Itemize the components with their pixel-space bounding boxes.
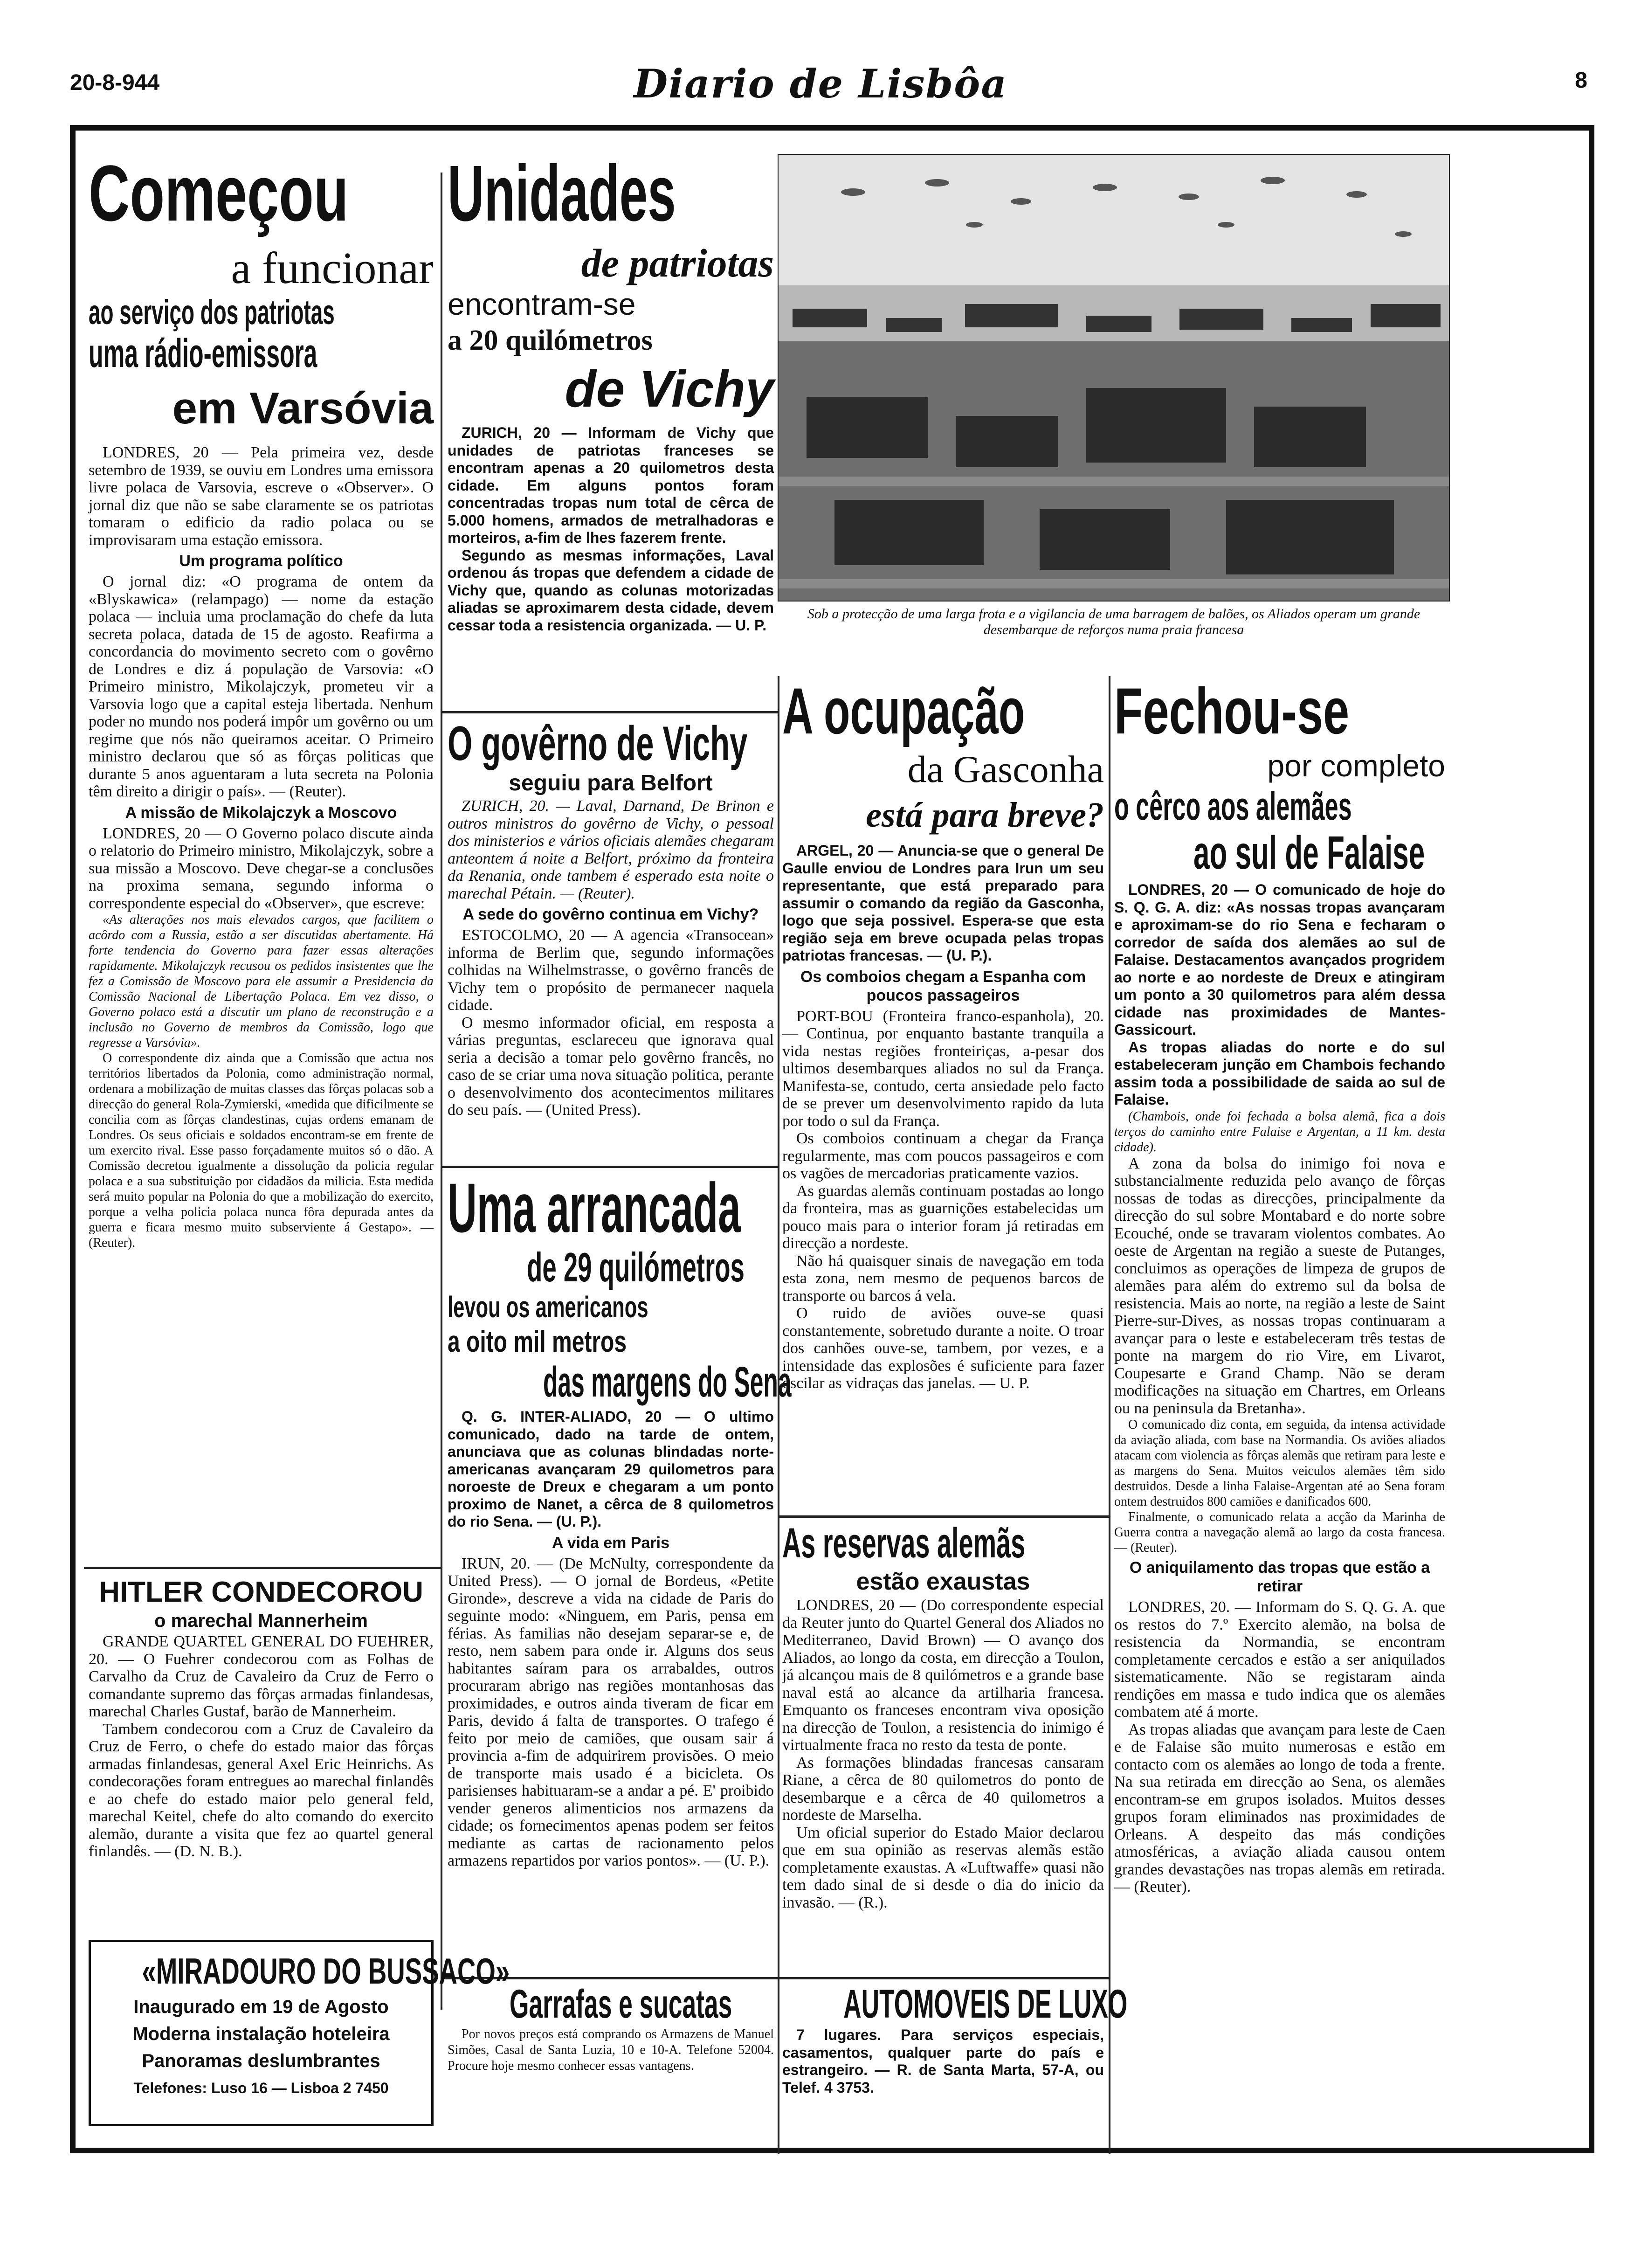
column-rule (441, 173, 442, 2010)
page-number: 8 (1575, 68, 1587, 93)
paragraph: LONDRES, 20 — (Do correspondente especial da Reuter junto do Quartel General dos Aliados no Mediterraneo, David Brown) — O avanço dos Aliados, ao longo da costa, em direcção a Toulon, já alcançou mais de 8 quilómetros e a grande base naval está ao alcance da artilharia francesa. Emquanto os franceses encontram viva oposição na direcção de Toulon, a resistencia do inimigo é virtualmente fraca no resto da testa de ponte. (782, 1597, 1104, 1754)
section-rule (441, 711, 778, 713)
section-rule (778, 1515, 1109, 1518)
headline-deck: a funcionar (231, 243, 434, 293)
headline-deck: de Vichy (565, 360, 774, 418)
headline-deck: o cêrco aos alemães (1114, 784, 1352, 828)
subheading: o marechal Mannerheim (154, 1611, 368, 1631)
paragraph: As tropas aliadas que avançam para leste de Caen e de Falaise são muito numerosas e estão em contacto com os alemães ao longo de toda a frente. Na sua retirada em direcção ao Sena, os alemães encontram-se em grupos isolados. Muitos desses grupos foram eliminados nas proximidades de Orleans. A despeito das más condições atmosféricas, a aviação aliada causou ontem grandes devastações nas tropas alemãs em retirada. — (Reuter). (1114, 1721, 1445, 1895)
paragraph: ARGEL, 20 — Anuncia-se que o general De Gaulle enviou de Londres para Irun um seu representante, que está preparado para assumir o comando da região da Gasconha, logo que seja possivel. Espera-se que esta região seja em breve ocupada pelas tropas patriotas francesas. — (U. P.). (782, 842, 1104, 964)
headline: Começou (89, 149, 349, 238)
headline-deck: das margens do Sena (543, 1358, 792, 1406)
column-rule (1109, 676, 1110, 2154)
paragraph: Segundo as mesmas informações, Laval ordenou ás tropas que defendem a cidade de Vichy que, quando as colunas motorizadas aliadas se aproximarem desta cidade, devem cessar toda a resistencia organizada. — U. P. (448, 546, 774, 634)
headline: A ocupação (782, 674, 1025, 747)
paragraph: Um oficial superior do Estado Maior declarou que em sua opinião as reservas alemãs estão completamente exaustas. A «Luftwaffe» quasi não tem dado sinal de si desde o dia do inicio da invasão. — (R.). (782, 1824, 1104, 1911)
article-body (782, 842, 1104, 1392)
photo-caption: Sob a protecção de uma larga frota e a vigilancia de uma barragem de balões, os Aliados operam um grande desembarque de reforços numa praia francesa (807, 606, 1420, 637)
headline: Fechou-se (1114, 674, 1350, 747)
article-body (1114, 881, 1445, 1896)
paragraph: ZURICH, 20 — Informam de Vichy que unidades de patriotas franceses se encontram apenas a 20 quilometros desta cidade. Em alguns pontos foram concentradas tropas num total de cêrca de 5.000 homens, armados de metralhadoras e morteiros, a-fim de lhes fazerem frente. (448, 424, 774, 546)
ad-garrafas (448, 1982, 774, 2074)
article-hitler (89, 1576, 434, 1860)
ad-headline: «MIRADOURO DO BUSSACO» (142, 1950, 510, 1991)
paragraph: O correspondente diz ainda que a Comissão que actua nos territórios libertados da Polonia, como administração normal, ordenara a mobilização de muitas classes das fôrças polacas sob a direcção do general Rola-Zymierski, «medida que dificilmente se concilia com as fôrças clandestinas, cujas ordens emanam de Londres. Os seus oficiais e soldados encontram-se em frente de um exercito rival. Esse passo forçadamente muitos só o dão. A Comissão decretou igualmente a dissolução da policia regular polaca e a sua substituição por cidadãos da milicia. Esta medida será muito popular na Polonia do que a mobilização do exercito, porque a velha policia polaca nunca fôra depurada antes da guerra e ficara mesmo muito subserviente á Gestapo». — (Reuter). (89, 1051, 434, 1250)
headline-deck: por completo (1267, 748, 1445, 783)
headline: O govêrno de Vichy (448, 717, 748, 771)
article-body (89, 444, 434, 1251)
paragraph: A zona da bolsa do inimigo foi nova e substancialmente reduzida pelo avanço de fôrças nossas de todas as direcções, principalmente da direcção do sul sobre Montabard e do norte sobre Ecouché, onde se travaram violentos combates. Ao oeste de Argentan na região a sueste de Putanges, concluimos as operações de limpeza de grupos de alemães para além do extremo sul da bolsa de resistencia. Mais ao norte, na região a leste de Saint Pierre-sur-Dives, as nossas tropas continuaram a avançar para o leste e estabeleceram três testas de ponte na margem do rio Vire, em Livarot, Coupesarte e Grand Champ. Não se deram modificações na situação em Chartres, em Orleans ou na peninsula da Bretanha». (1114, 1155, 1445, 1417)
section-rule (84, 1567, 441, 1569)
paragraph: LONDRES, 20. — Informam do S. Q. G. A. que os restos do 7.º Exercito alemão, na bolsa de resistencia da Normandia, se encontram completamente cercados e estão a ser aniquilados sistematicamente. Não se registaram ainda rendições em massa e tudo indica que os alemães combatem até á morte. (1114, 1598, 1445, 1721)
paragraph: LONDRES, 20 — O comunicado de hoje do S. Q. G. A. diz: «As nossas tropas avançaram e aproximam-se do rio Sena e fecharam o corredor de saída dos alemães ao sul de Falaise. Destacamentos avançados progridem ao norte e ao nordeste de Dreux e atingiram um ponto a 30 quilometros para além dessa cidade nas proximidades de Mantes-Gassicourt. (1114, 881, 1445, 1038)
ad-line: Telefones: Luso 16 — Lisboa 2 7450 (133, 2080, 389, 2096)
headline-deck: ao sul de Falaise (1193, 827, 1425, 879)
article-arrancada (448, 1169, 792, 1870)
headline-deck: em Varsóvia (172, 383, 434, 433)
paragraph: Tambem condecorou com a Cruz de Cavaleiro da Cruz de Ferro, o chefe do estado maior das fôrças armadas finlandesas, general Axel Eric Heinrichs. As condecorações foram entregues ao marechal finlandês e ao chefe do estado maior pelo general feld, marechal Keitel, chefe do alto comando do exercito alemão, durante a visita que fez ao quartel general finlandês. — (D. N. B.). (89, 1720, 434, 1860)
headline-deck: uma rádio-emissora (89, 331, 317, 376)
paragraph: Os comboios continuam a chegar da França regularmente, mas com poucos passageiros e com os vagões de mercadorias praticamente vazios. (782, 1130, 1104, 1182)
paragraph: O mesmo informador oficial, em resposta a várias preguntas, esclareceu que ignorava qual seria a decisão a tomar pelo govêrno francês, no caso de se criar uma nova situação politica, perante o desenvolvimento dos acontecimentos militares do seu país. — (United Press). (448, 1014, 774, 1119)
paragraph: Por novos preços está comprando os Armazens de Manuel Simões, Casal de Santa Luzia, 10 e 10-A. Telefone 52004. Procure hoje mesmo conhecer essas vantagens. (448, 2027, 774, 2073)
headline: HITLER CONDECOROU (99, 1576, 423, 1608)
headline-deck: da Gasconha (907, 748, 1104, 790)
paragraph: Não há quaisquer sinais de navegação em toda esta zona, nem mesmo de pequenos barcos de transporte ou barcos á vela. (782, 1252, 1104, 1305)
ad-text (782, 2026, 1104, 2096)
headline-deck: ao serviço dos patriotas (89, 293, 335, 332)
paragraph: Q. G. INTER-ALIADO, 20 — O ultimo comunicado, dado na tarde de ontem, anunciava que as colunas blindadas norte-americanas avançaram 29 quilometros para noroeste de Dreux e chegaram a um ponto proximo de Nanet, a cêrca de 8 quilometros do rio Sena. — (U. P.). (448, 1408, 774, 1530)
paragraph: 7 lugares. Para serviços especiais, casamentos, qualquer parte do país e estrangeiro. — R. de Santa Marta, 57-A, ou Telef. 4 3753. (782, 2026, 1104, 2096)
paragraph: ZURICH, 20. — Laval, Darnand, De Brinon e outros ministros do govêrno de Vichy, o pessoal dos ministerios e vários oficiais alemães chegaram anteontem á noite a Belfort, próximo da fronteira da Renania, onde tambem é esperado esta noite o marechal Pétain. — (Reuter). (448, 797, 774, 902)
article-body (448, 424, 774, 634)
article-body (782, 1597, 1104, 1911)
section-rule (778, 1977, 1109, 1979)
paragraph: PORT-BOU (Fronteira franco-espanhola), 20. — Continua, por enquanto bastante tranquila a vida nestas regiões fronteiriças, a-pesar dos ultimos desembarques aliados no sul da França. Manifesta-se, contudo, certa ansiedade pelo facto de se prever um desenvolvimento rapido da luta por todo o sul da França. (782, 1007, 1104, 1130)
headline-deck: a 20 quilómetros (448, 325, 653, 356)
article-body (448, 797, 774, 1119)
article-falaise (1114, 676, 1445, 1896)
subheading: Um programa político (179, 552, 343, 570)
section-rule (441, 1166, 778, 1168)
ad-line: Panoramas deslumbrantes (142, 2051, 380, 2071)
subheading: A missão de Mikolajczyk a Moscovo (125, 803, 397, 822)
paragraph: LONDRES, 20 — Pela primeira vez, desde setembro de 1939, se ouviu em Londres uma emissora livre polaca de Varsovia, escreve o «Observer». O jornal diz que não se sabe claramente se os patriotas tomaram o edificio da radio polaca ou se improvisaram uma estação emissora. (89, 444, 434, 549)
headline: Uma arrancada (448, 1169, 741, 1247)
headline-deck: de 29 quilómetros (527, 1244, 745, 1290)
headline: As reservas alemãs (782, 1520, 1026, 1567)
paragraph: «As alterações nos mais elevados cargos, que facilitem o acôrdo com a Russia, estão a ser discutidas abertamente. Há forte tendencia do Governo para fazer essas alterações rapidamente. Mikolajczyk recusou os pedidos insistentes que lhe fez a Comissão de Moscovo para ele assumir a Presidencia da Comissão Nacional de Libertação Polaca. Em vez disso, o Governo polaco está a discutir um plano de reconstrução e a inclusão no Governo de membros da Comissão, logo que regresse a Varsóvia». (89, 913, 434, 1050)
headline-deck: estão exaustas (856, 1568, 1030, 1595)
ad-line: Moderna instalação hoteleira (132, 2024, 390, 2044)
article-vichy (448, 149, 774, 634)
article-gasconha (782, 676, 1104, 1392)
paragraph: Finalmente, o comunicado relata a acção da Marinha de Guerra contra a navegação alemã ao largo da costa francesa. — (Reuter). (1114, 1510, 1445, 1555)
article-belfort (448, 718, 774, 1119)
paragraph: As tropas aliadas do norte e do sul estabeleceram junção em Chambois fechando assim toda a possibilidade de saida ao sul de Falaise. (1114, 1038, 1445, 1108)
article-body (448, 1408, 774, 1870)
subheading: Os comboios chegam a Espanha com poucos passageiros (800, 968, 1086, 1004)
paragraph: O ruido de aviões ouve-se quasi constantemente, sobretudo durante a noite. O troar dos canhões ouve-se, tambem, por vezes, e a intensidade das explosões é suficiente para fazer oscilar as vidraças das janelas. — U. P. (782, 1305, 1104, 1392)
paragraph: O comunicado diz conta, em seguida, da intensa actividade da aviação aliada, com base na Normandia. Os aviões aliados atacam com violencia as fôrças alemãs que retiram para leste e as margens do Sena. Muitos veiculos alemães têm sido destruidos. Desde a linha Falaise-Argentan até ao Sena foram ontem destruidos 800 camiões e danificados 600. (1114, 1418, 1445, 1509)
ad-headline: Garrafas e sucatas (510, 1982, 732, 2026)
ad-automoveis (782, 1982, 1128, 2096)
beach-landing-illustration (779, 155, 1450, 602)
issue-date: 20-8-944 (70, 70, 160, 95)
paragraph: LONDRES, 20 — O Governo polaco discute ainda o relatorio do Primeiro ministro, Mikolajczyk, sobre a sua missão a Moscovo. Deve chegar-se a conclusões na proxima semana, segundo informa o correspondente especial do «Observer», que escreve: (89, 824, 434, 912)
subheading: A vida em Paris (552, 1534, 669, 1552)
paragraph: (Chambois, onde foi fechada a bolsa alemã, fica a dois terços do caminho entre Falaise e Argentan, a 11 km. desta cidade). (1114, 1109, 1445, 1155)
headline-deck: a oito mil metros (448, 1325, 627, 1358)
subheading: O aniquilamento das tropas que estão a retirar (1129, 1559, 1430, 1595)
landing-photo (778, 154, 1450, 602)
headline: Unidades (448, 149, 676, 238)
paragraph: As formações blindadas francesas cansaram Riane, a cêrca de 80 quilometros do ponto de desembarque e a cêrca de 40 quilometros a nordeste de Marselha. (782, 1754, 1104, 1824)
column-rule (778, 676, 779, 2154)
newspaper-title: Diario de Lisbôa (634, 61, 1007, 107)
article-reservas (782, 1520, 1104, 1911)
headline-deck: seguiu para Belfort (509, 771, 713, 795)
headline-deck: de patriotas (581, 241, 774, 285)
ad-bussaco (89, 1940, 510, 2126)
headline-deck: levou os americanos (448, 1290, 648, 1324)
paragraph: GRANDE QUARTEL GENERAL DO FUEHRER, 20. — O Fuehrer condecorou com as Folhas de Carvalho da Cruz de Cavaleiro da Cruz de Ferro o comandante supremo das fôrças armadas finlandesas, marechal Charles Gustaf, barão de Mannerheim. (89, 1633, 434, 1720)
ad-text (448, 2026, 774, 2074)
ad-line: Inaugurado em 19 de Agosto (133, 1997, 389, 2017)
paragraph: As guardas alemãs continuam postadas ao longo da fronteira, mas as guarnições estabelecidas um pouco mais para o interior foram já retiradas em direcção a nordeste. (782, 1182, 1104, 1252)
ad-headline: AUTOMOVEIS DE LUXO (843, 1982, 1128, 2026)
article-body (89, 1633, 434, 1860)
paragraph: O jornal diz: «O programa de ontem da «Blyskawica» (relampago) — nome da estação polaca — incluia uma proclamação do chefe da luta secreta polaca, datada de 15 de agosto. Reafirma a concordancia do movimento secreto com o govêrno de Londres e diz á população de Varsovia: «O Primeiro ministro, Mikolajczyk, prometeu vir a Varsovia logo que a capital esteja libertada. Nenhum poder no mundo nos poderá impôr um govêrno ou um regime que nós não queiramos aceitar. O Primeiro ministro declarou que só as fôrças politicas que durante 5 anos aguentaram a luta secreta na Polonia têm direito a dirigir o país». — (Reuter). (89, 573, 434, 800)
article-radio (89, 149, 434, 1251)
paragraph: IRUN, 20. — (De McNulty, correspondente da United Press). — O jornal de Bordeus, «Petite Gironde», descreve a vida na cidade de Paris do seguinte modo: «Ninguem, em Paris, pensa em férias. As familias não desejam separar-se e, de resto, nem sabem para onde ir. Alguns dos seus habitantes saíram para os arrabaldes, outros procuraram abrigo nas regiões montanhosas das proximidades, e outros ainda tiveram de ficar em Paris, devido á falta de transportes. O trafego é feito por meio de camiões, que ousam sair á provincia a-fim de adquirirem provisões. O meio de transporte mais usado é a bicicleta. Os parisienses habituaram-se a andar a pé. E' proibido vender generos alimenticios nos armazens da cidade; os fornecimentos apenas podem ser feitos mediante as cartas de racionamento pelos armazens repartidos por varios pontos». — (U. P.). (448, 1555, 774, 1869)
headline-deck: encontram-se (448, 287, 636, 321)
paragraph: ESTOCOLMO, 20 — A agencia «Transocean» informa de Berlim que, segundo informações colhidas na Wilhelmstrasse, o govêrno francês de Vichy tem o propósito de permanecer naquela cidade. (448, 927, 774, 1014)
headline-deck: está para breve? (866, 795, 1104, 835)
subheading: A sede do govêrno continua em Vichy? (462, 906, 759, 923)
